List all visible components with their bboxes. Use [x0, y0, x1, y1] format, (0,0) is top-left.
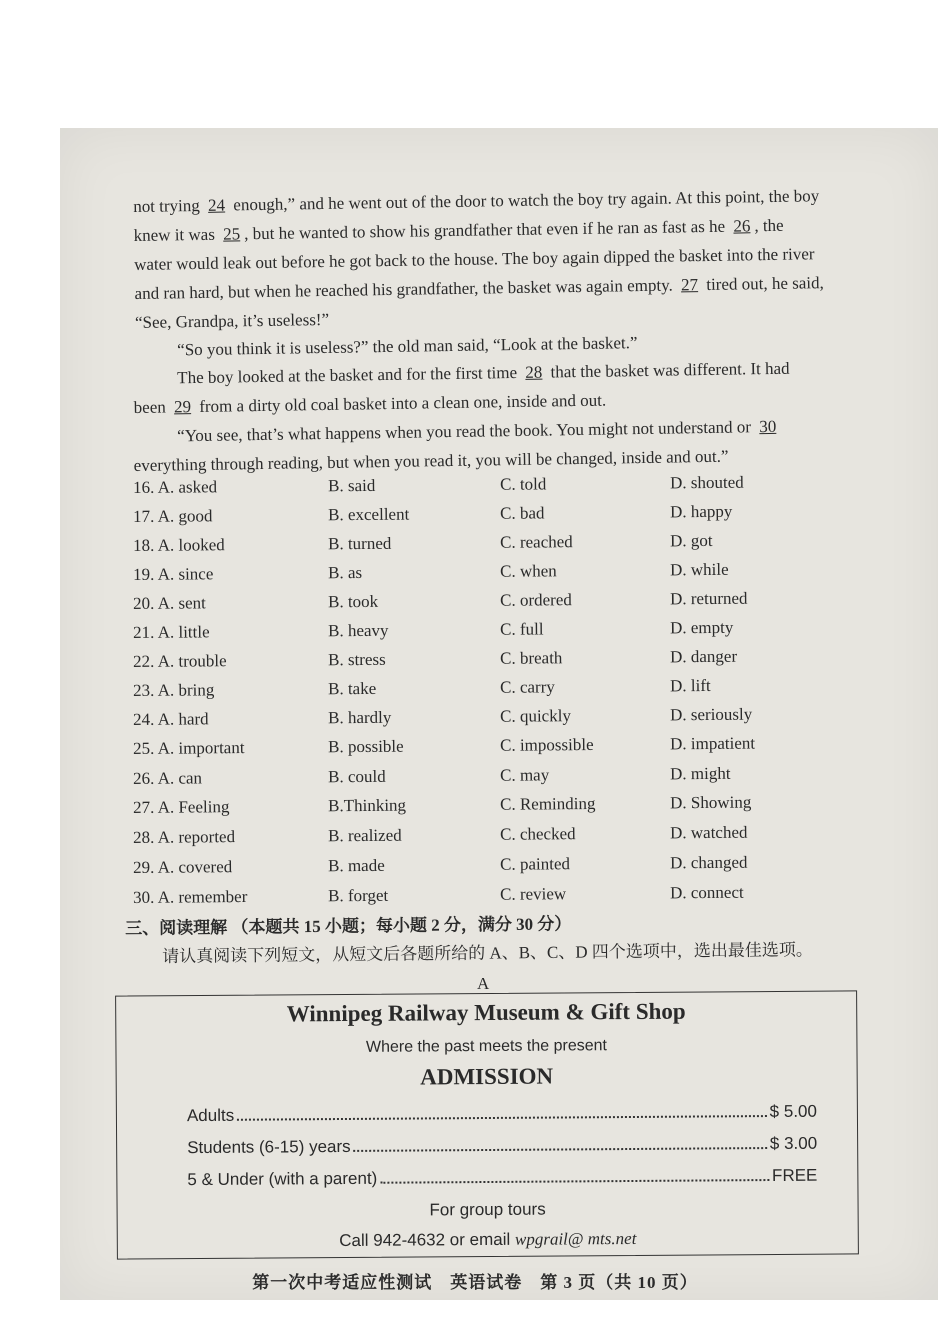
passage-letter: A — [477, 974, 490, 993]
option-18-d: D. got — [669, 530, 713, 551]
option-16-a: 16. A. asked — [133, 477, 218, 497]
option-21-d: D. empty — [669, 617, 734, 638]
blank-29: 29 — [173, 397, 192, 417]
option-26-a: 26. A. can — [133, 768, 203, 788]
option-16-b: B. said — [327, 475, 376, 496]
ad-contact — [118, 1227, 858, 1252]
option-29-c: C. painted — [499, 854, 571, 874]
option-29-a: 29. A. covered — [133, 857, 233, 877]
option-27-d: D. Showing — [669, 792, 752, 813]
option-30-b: B. forget — [327, 885, 389, 906]
price-label: Students (6-15) years — [187, 1136, 351, 1158]
option-29-d: D. changed — [669, 852, 748, 873]
blank-27: 27 — [680, 275, 699, 295]
price-label: Adults — [186, 1105, 235, 1126]
blank-28: 28 — [525, 362, 543, 382]
price-value: $ 3.00 — [769, 1133, 818, 1154]
option-25-c: C. impossible — [499, 734, 594, 755]
option-22-d: D. danger — [669, 646, 738, 667]
option-22-c: C. breath — [499, 648, 563, 668]
option-26-b: B. could — [327, 766, 386, 787]
option-17-a: 17. A. good — [133, 506, 213, 526]
option-22-a: 22. A. trouble — [133, 651, 227, 671]
option-18-c: C. reached — [499, 532, 573, 552]
option-19-b: B. as — [327, 563, 363, 583]
option-28-a: 28. A. reported — [133, 827, 236, 847]
museum-ad-box — [115, 990, 859, 1259]
option-23-c: C. carry — [499, 677, 555, 697]
option-25-a: 25. A. important — [133, 738, 245, 758]
option-21-b: B. heavy — [327, 620, 389, 641]
ad-title: Winnipeg Railway Museum & Gift Shop — [286, 998, 686, 1027]
option-19-d: D. while — [669, 559, 729, 580]
option-20-c: C. ordered — [499, 590, 572, 610]
section-instruction: 请认真阅读下列短文，从短文后各题所给的 A、B、C、D 四个选项中，选出最佳选项。 — [162, 940, 813, 966]
blank-26: 26 — [733, 216, 751, 236]
leader-dots — [354, 1135, 767, 1152]
option-16-d: D. shouted — [669, 472, 744, 493]
option-30-c: C. review — [499, 884, 567, 904]
ad-group-tours: For group tours — [429, 1199, 546, 1220]
passage-paragraph-2: “So you think it is useless?” the old man said, “Look at the basket.” — [177, 333, 638, 360]
option-28-b: B. realized — [327, 825, 402, 846]
option-24-a: 24. A. hard — [133, 709, 209, 729]
page-footer: 第一次中考适应性测试 英语试卷 第 3 页（共 10 页） — [252, 1273, 698, 1292]
option-27-a: 27. A. Feeling — [133, 797, 230, 817]
passage-paragraph-1: not trying 24 enough,” and he went out of the door to watch the boy try again. At this point, the boy knew it was 25 , but he wanted to show his grandfather that even if he ran as fast as he 26 , the water would leak out before he got back to the house. The boy again dipped the basket into the river and ran hard, but when he reached his grandfather, the basket was again empty. 27 tired out, he said, “See, Grandpa, it’s useless!” — [133, 186, 824, 332]
option-21-c: C. full — [499, 619, 544, 639]
option-16-c: C. told — [499, 474, 547, 494]
option-26-d: D. might — [669, 763, 731, 784]
leader-dots — [237, 1103, 767, 1121]
passage-paragraph-4: “You see, that’s what happens when you read the book. You might not understand or 30 everything through reading, but when you read it, you will be changed, inside and out.” — [133, 411, 824, 480]
option-28-d: D. watched — [669, 822, 748, 843]
option-23-a: 23. A. bring — [133, 680, 215, 700]
ad-tagline: Where the past meets the present — [365, 1037, 608, 1056]
option-18-a: 18. A. looked — [133, 535, 225, 555]
option-20-a: 20. A. sent — [133, 593, 206, 613]
option-17-b: B. excellent — [327, 504, 410, 525]
leader-dots — [380, 1167, 769, 1184]
ad-admission-heading: ADMISSION — [420, 1063, 554, 1090]
option-25-d: D. impatient — [669, 733, 756, 754]
option-17-d: D. happy — [669, 501, 733, 522]
option-21-a: 21. A. little — [133, 622, 210, 642]
option-17-c: C. bad — [499, 503, 545, 523]
price-row-children — [187, 1166, 817, 1190]
ad-contact-text: Call 942-4632 or email — [339, 1229, 516, 1251]
option-30-a: 30. A. remember — [133, 887, 248, 907]
section-heading: 三、阅读理解 （本题共 15 小题；每小题 2 分，满分 30 分） — [125, 914, 572, 938]
option-30-d: D. connect — [669, 882, 744, 903]
passage-paragraph-3: The boy looked at the basket and for the first time 28 that the basket was different. It had been 29 from a dirty old coal basket into a clean one, inside and out. — [133, 358, 790, 417]
option-29-b: B. made — [327, 855, 385, 876]
price-row-students — [187, 1134, 817, 1158]
option-24-d: D. seriously — [669, 704, 753, 725]
blank-25: 25 — [222, 224, 241, 244]
price-value: FREE — [771, 1165, 818, 1186]
price-label: 5 & Under (with a parent) — [187, 1168, 378, 1190]
blank-24: 24 — [207, 195, 226, 215]
option-23-d: D. lift — [669, 675, 711, 696]
option-28-c: C. checked — [499, 824, 576, 844]
option-23-b: B. take — [327, 678, 377, 699]
option-26-c: C. may — [499, 765, 550, 785]
option-24-c: C. quickly — [499, 706, 571, 726]
price-value: $ 5.00 — [769, 1101, 817, 1122]
option-20-d: D. returned — [669, 588, 748, 609]
option-18-b: B. turned — [327, 533, 392, 554]
option-27-b: B.Thinking — [327, 795, 407, 816]
ad-email: wpgrail@ mts.net — [514, 1228, 637, 1249]
price-row-adults — [187, 1102, 817, 1126]
option-24-b: B. hardly — [327, 707, 392, 728]
blank-30: 30 — [759, 416, 777, 437]
option-27-c: C. Reminding — [499, 793, 596, 814]
option-19-c: C. when — [499, 561, 557, 581]
option-25-b: B. possible — [327, 736, 404, 757]
option-22-b: B. stress — [327, 649, 386, 670]
option-20-b: B. took — [327, 591, 379, 612]
option-19-a: 19. A. since — [133, 564, 214, 584]
